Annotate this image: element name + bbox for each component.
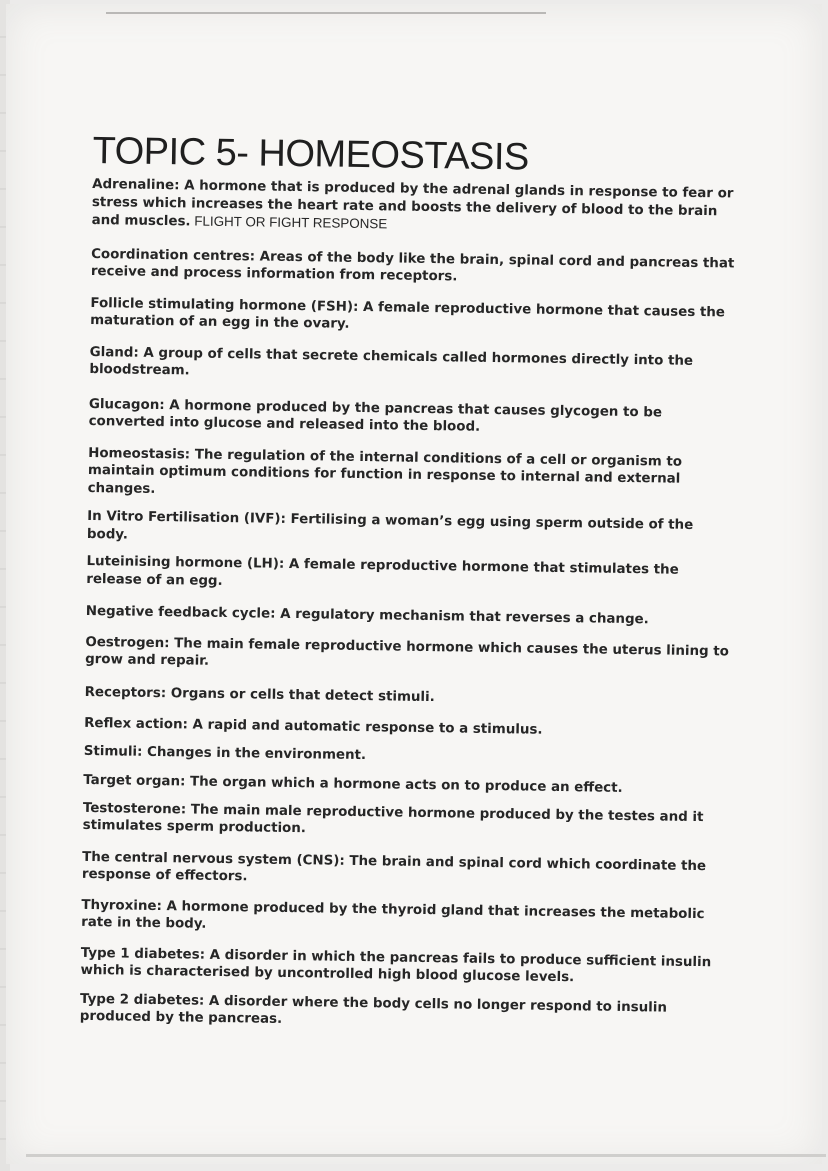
bottom-rule [26,1154,826,1157]
page-title: TOPIC 5- HOMEOSTASIS [92,129,530,179]
definition-text: Testosterone: The main male reproductive hormone produced by the testes and it stimulates sperm production. [82,800,704,837]
definition-ivf [87,508,732,553]
definition-target-organ [83,772,728,799]
definition-text: Adrenaline: A hormone that is produced by the adrenal glands in response to fear or stress which increases the heart rate and boosts the delivery of blood to the brain and muscles. [91,176,734,230]
definition-gland [89,343,734,388]
definition-type-1-diabetes [80,944,725,989]
definition-testosterone [83,799,728,844]
definition-reflex-action [84,715,729,742]
definition-stimuli [84,742,729,769]
definition-text: Luteinising hormone (LH): A female reproductive hormone that stimulates the release of an egg. [86,553,679,589]
definition-text: Follicle stimulating hormone (FSH): A female reproductive hormone that causes the maturation of an egg in the ovary. [90,295,726,332]
definition-homeostasis [88,444,734,506]
definition-text: Gland: A group of cells that secrete chemicals called hormones directly into the bloodstream. [89,344,694,379]
definition-lh [86,553,731,598]
definition-adrenaline [91,176,737,239]
definition-text: Oestrogen: The main female reproductive hormone which causes the uterus lining to grow and repair. [85,634,730,669]
definition-thyroxine [81,896,726,941]
definition-text: Thyroxine: A hormone produced by the thyroid gland that increases the metabolic rate in the body. [81,897,705,932]
definition-text: Target organ: The organ which a hormone acts on to produce an effect. [83,772,623,796]
definition-text: Type 1 diabetes: A disorder in which the pancreas fails to produce sufficient insulin which is characterised by uncontrolled high blood glucose levels. [80,945,712,986]
definition-receptors [84,683,729,710]
definition-text: Coordination centres: Areas of the body like the brain, spinal cord and pancreas that receive and process information from receptors. [90,246,735,285]
definition-text: The central nervous system (CNS): The brain and spinal cord which coordinate the response of effectors. [81,849,707,885]
definition-cns [82,848,727,893]
definition-fsh [90,294,735,339]
definition-oestrogen [85,633,730,678]
definition-text: Type 2 diabetes: A disorder where the body cells no longer respond to insulin produced by the pancreas. [79,991,668,1027]
definition-text: In Vitro Fertilisation (IVF): Fertilising a woman’s egg using sperm outside of the body. [86,508,694,543]
definition-suffix: FLIGHT OR FIGHT RESPONSE [190,213,388,232]
definition-text: Stimuli: Changes in the environment. [83,743,367,763]
document-content [80,128,738,1035]
definition-text: Receptors: Organs or cells that detect stimuli. [84,684,435,705]
definition-coordination-centres [91,245,736,290]
definition-glucagon [89,395,734,440]
top-rule [106,12,546,14]
definition-text: Negative feedback cycle: A regulatory mechanism that reverses a change. [85,603,649,628]
definition-negative-feedback [86,603,731,630]
definition-text: Glucagon: A hormone produced by the pancreas that causes glycogen to be converted into glucose and released into the blood. [88,396,663,435]
definition-text: Reflex action: A rapid and automatic response to a stimulus. [84,715,543,738]
definition-text: Homeostasis: The regulation of the internal conditions of a cell or organism to maintain optimum conditions for function in response to internal and external changes. [87,445,683,497]
